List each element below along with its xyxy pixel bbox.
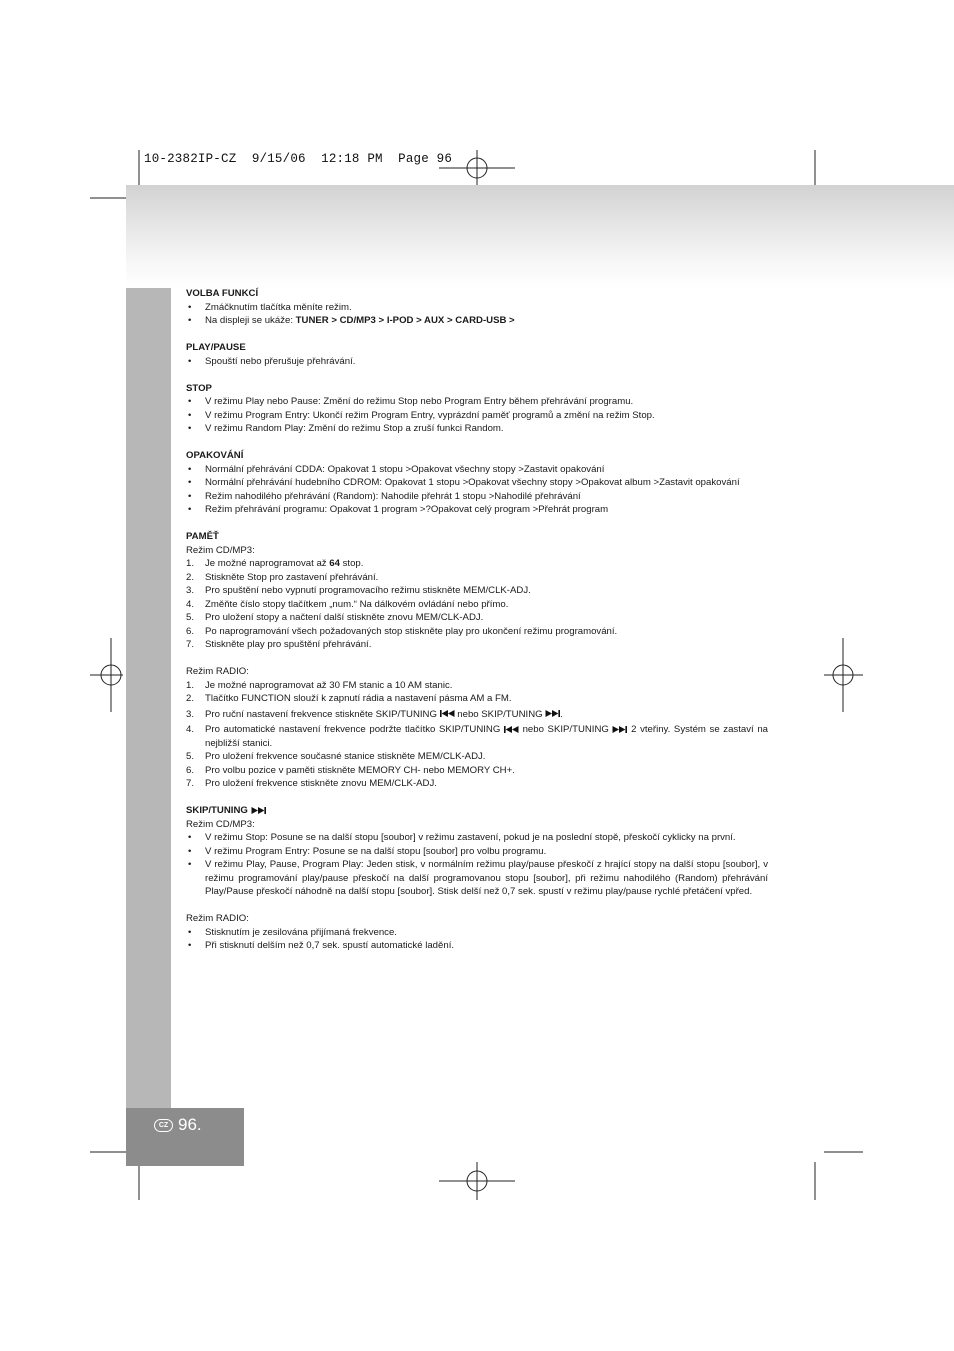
list-item: • V režimu Play nebo Pause: Změní do režimu Stop nebo Program Entry během přehrávání programu. [188,396,634,407]
section-title: PAMĚŤ [186,531,219,542]
section-volba-funkci [186,287,768,328]
list-item: • Spouští nebo přerušuje přehrávání. [188,355,356,367]
list-item: 6. Pro volbu pozice v paměti stiskněte MEMORY CH- nebo MEMORY CH+. [186,764,515,776]
list-item: 4. Pro automatické nastavení frekvence podržte tlačítko SKIP/TUNING nebo SKIP/TUNING 2 vteřiny. Systém se zastaví na nejbližší stanici. [186,724,768,749]
list-item: 7. Stiskněte play pro spuštění přehrávání. [186,639,372,650]
page-number [154,1115,202,1135]
skip-forward-icon [545,710,560,717]
list-item: • V režimu Random Play: Změní do režimu Stop a zruší funkci Random. [188,423,504,434]
header-band [126,185,954,288]
list-item: • Normální přehrávání CDDA: Opakovat 1 stopu >Opakovat všechny stopy >Zastavit opakování [188,463,605,475]
list-item: • Při stisknutí delším než 0,7 sek. spustí automatické ladění. [188,940,455,951]
list-item: 4. Změňte číslo stopy tlačítkem „num.“ Na dálkovém ovládání nebo přímo. [186,598,509,610]
list-item: 3. Pro ruční nastavení frekvence stiskněte SKIP/TUNING nebo SKIP/TUNING . [186,708,563,720]
mode-label: Režim RADIO: [186,666,249,677]
section-title: PLAY/PAUSE [186,342,246,353]
list-item: 2. Tlačítko FUNCTION slouží k zapnutí rádia a nastavení pásma AM a FM. [186,693,512,704]
list-item: 7. Pro uložení frekvence stiskněte znovu MEM/CLK-ADJ. [186,778,437,789]
list-item: 2. Stiskněte Stop pro zastavení přehrávání. [186,571,379,583]
section-title: VOLBA FUNKCÍ [186,288,259,299]
list-item: • V režimu Program Entry: Posune se na další stopu [soubor] pro volbu programu. [188,845,547,857]
mode-label: Režim RADIO: [186,913,249,924]
section-title: OPAKOVÁNÍ [186,450,244,461]
section-pamet [186,530,768,791]
section-stop [186,382,768,436]
manual-content [186,287,768,966]
print-slug: 10-2382IP-CZ 9/15/06 12:18 PM Page 96 [144,152,453,166]
section-title: STOP [186,382,212,394]
section-opakovani [186,449,768,517]
list-item: 1. Je možné naprogramovat až 30 FM stanic a 10 AM stanic. [186,679,453,691]
skip-forward-icon [251,807,266,814]
language-badge: CZ [154,1119,173,1132]
list-item: • Režim přehrávání programu: Opakovat 1 program >?Opakovat celý program >Přehrát program [188,504,609,515]
list-item: • Stisknutím je zesilována přijímaná frekvence. [188,926,397,938]
skip-back-icon [440,710,455,717]
section-play-pause [186,341,768,368]
list-item: • Normální přehrávání hudebního CDROM: Opakovat 1 stopu >Opakovat všechny stopy >Opakovat album >Zastavit opakování [188,477,740,488]
skip-back-icon [504,726,519,733]
list-item: • V režimu Program Entry: Ukončí režim Program Entry, vyprázdní paměť programů a změní na režim Stop. [188,409,655,421]
list-item: • V režimu Play, Pause, Program Play: Jeden stisk, v normálním režimu play/pause přeskočí z hrající stopy na další stopu [soubor], v režimu programování play/pause přeskočí na další programovanou stopu [soubor], při režimu nahodilého (Random) přehrávání Play/Pause přeskočí náhodně na další stopu [soubor]. Stisk delší než 0,7 sek. spustí v režimu play/pause rychlé přetáčení vpřed. [188,859,768,897]
side-bar [126,288,171,1108]
mode-label: Režim CD/MP3: [186,818,255,830]
list-item: • Režim nahodilého přehrávání (Random): Nahodile přehrát 1 stopu >Nahodilé přehrávání [188,490,581,502]
page-number-text: 96. [178,1115,202,1134]
list-item: 5. Pro uložení frekvence současné stanice stiskněte MEM/CLK-ADJ. [186,751,486,762]
list-item: 3. Pro spuštění nebo vypnutí programovacího režimu stiskněte MEM/CLK-ADJ. [186,585,531,596]
list-item: • Zmáčknutím tlačítka měníte režim. [188,301,352,313]
list-item: 5. Pro uložení stopy a načtení další stiskněte znovu MEM/CLK-ADJ. [186,612,484,623]
section-title: SKIP/TUNING [186,804,768,818]
list-item: • Na displeji se ukáže: TUNER > CD/MP3 > I-POD > AUX > CARD-USB > [188,315,515,326]
list-item: 1. Je možné naprogramovat až 64 stop. [186,558,364,569]
skip-forward-icon [612,726,627,733]
mode-label: Režim CD/MP3: [186,544,255,556]
section-skip-tuning [186,804,768,953]
list-item: • V režimu Stop: Posune se na další stopu [soubor] v režimu zastavení, pokud je na poslední stopě, přeskočí cyklicky na první. [188,832,736,843]
list-item: 6. Po naprogramování všech požadovaných stop stiskněte play pro ukončení režimu programování. [186,625,618,637]
